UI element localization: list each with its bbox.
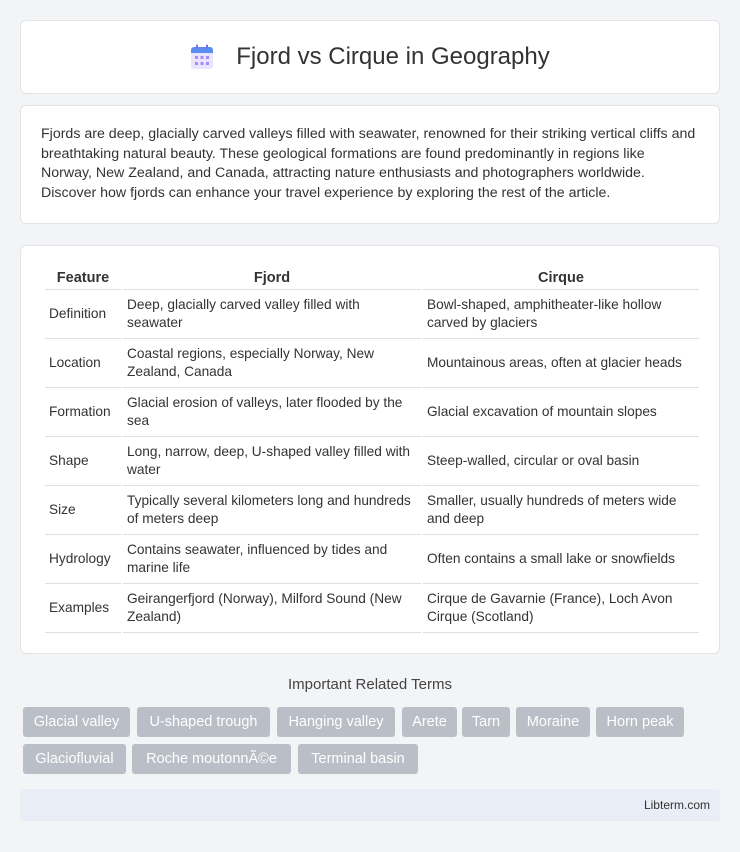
header-cirque: Cirque (423, 266, 699, 290)
related-term-tag[interactable]: Moraine (516, 707, 590, 737)
related-term-tag[interactable]: Horn peak (596, 707, 684, 737)
row-feature: Examples (45, 584, 121, 633)
row-fjord: Coastal regions, especially Norway, New Zealand, Canada (123, 339, 421, 388)
row-cirque: Mountainous areas, often at glacier heads (423, 339, 699, 388)
intro-text: Fjords are deep, glacially carved valleys filled with seawater, renowned for their striking vertical cliffs and breathtaking natural beauty. These geological formations are found predominantly in regions like Norway, New Zealand, and Canada, attracting nature enthusiasts and photographers worldwide. Discover how fjords can enhance your travel experience by exploring the rest of the article. (41, 126, 696, 201)
row-feature: Location (45, 339, 121, 388)
row-feature: Hydrology (45, 535, 121, 584)
table-row (45, 486, 699, 535)
row-feature: Definition (45, 290, 121, 339)
row-cirque: Cirque de Gavarnie (France), Loch Avon Cirque (Scotland) (423, 584, 699, 633)
table-row (45, 584, 699, 633)
row-fjord: Long, narrow, deep, U-shaped valley filled with water (123, 437, 421, 486)
row-cirque: Often contains a small lake or snowfields (423, 535, 699, 584)
footer (20, 789, 720, 821)
table-row (45, 339, 699, 388)
table-row (45, 535, 699, 584)
calendar-icon (190, 44, 214, 70)
intro-card (20, 105, 720, 224)
row-fjord: Contains seawater, influenced by tides and marine life (123, 535, 421, 584)
related-term-tag[interactable]: Tarn (462, 707, 510, 737)
header-fjord: Fjord (123, 266, 421, 290)
related-term-tag[interactable]: Glacial valley (23, 707, 130, 737)
table-row (45, 437, 699, 486)
row-cirque: Bowl-shaped, amphitheater-like hollow carved by glaciers (423, 290, 699, 339)
row-fjord: Glacial erosion of valleys, later flooded by the sea (123, 388, 421, 437)
page-title: Fjord vs Cirque in Geography (236, 43, 550, 70)
header-feature: Feature (45, 266, 121, 290)
row-feature: Formation (45, 388, 121, 437)
comparison-table (43, 266, 701, 633)
related-term-tag[interactable]: Hanging valley (277, 707, 395, 737)
related-term-tag[interactable]: U-shaped trough (137, 707, 270, 737)
table-row (45, 388, 699, 437)
row-fjord: Typically several kilometers long and hundreds of meters deep (123, 486, 421, 535)
row-cirque: Glacial excavation of mountain slopes (423, 388, 699, 437)
row-fjord: Geirangerfjord (Norway), Milford Sound (New Zealand) (123, 584, 421, 633)
footer-site-link[interactable]: Libterm.com (643, 798, 710, 812)
row-feature: Size (45, 486, 121, 535)
header-card (20, 20, 720, 94)
table-row (45, 290, 699, 339)
related-term-tag[interactable]: Glaciofluvial (23, 744, 126, 774)
row-fjord: Deep, glacially carved valley filled with seawater (123, 290, 421, 339)
related-terms-title: Important Related Terms (288, 676, 452, 693)
related-term-tag[interactable]: Arete (402, 707, 457, 737)
row-cirque: Steep-walled, circular or oval basin (423, 437, 699, 486)
related-term-tag[interactable]: Terminal basin (298, 744, 418, 774)
comparison-card (20, 245, 720, 654)
row-cirque: Smaller, usually hundreds of meters wide and deep (423, 486, 699, 535)
row-feature: Shape (45, 437, 121, 486)
table-header-row (45, 266, 699, 290)
related-term-tag[interactable]: Roche moutonnÃ©e (132, 744, 291, 774)
